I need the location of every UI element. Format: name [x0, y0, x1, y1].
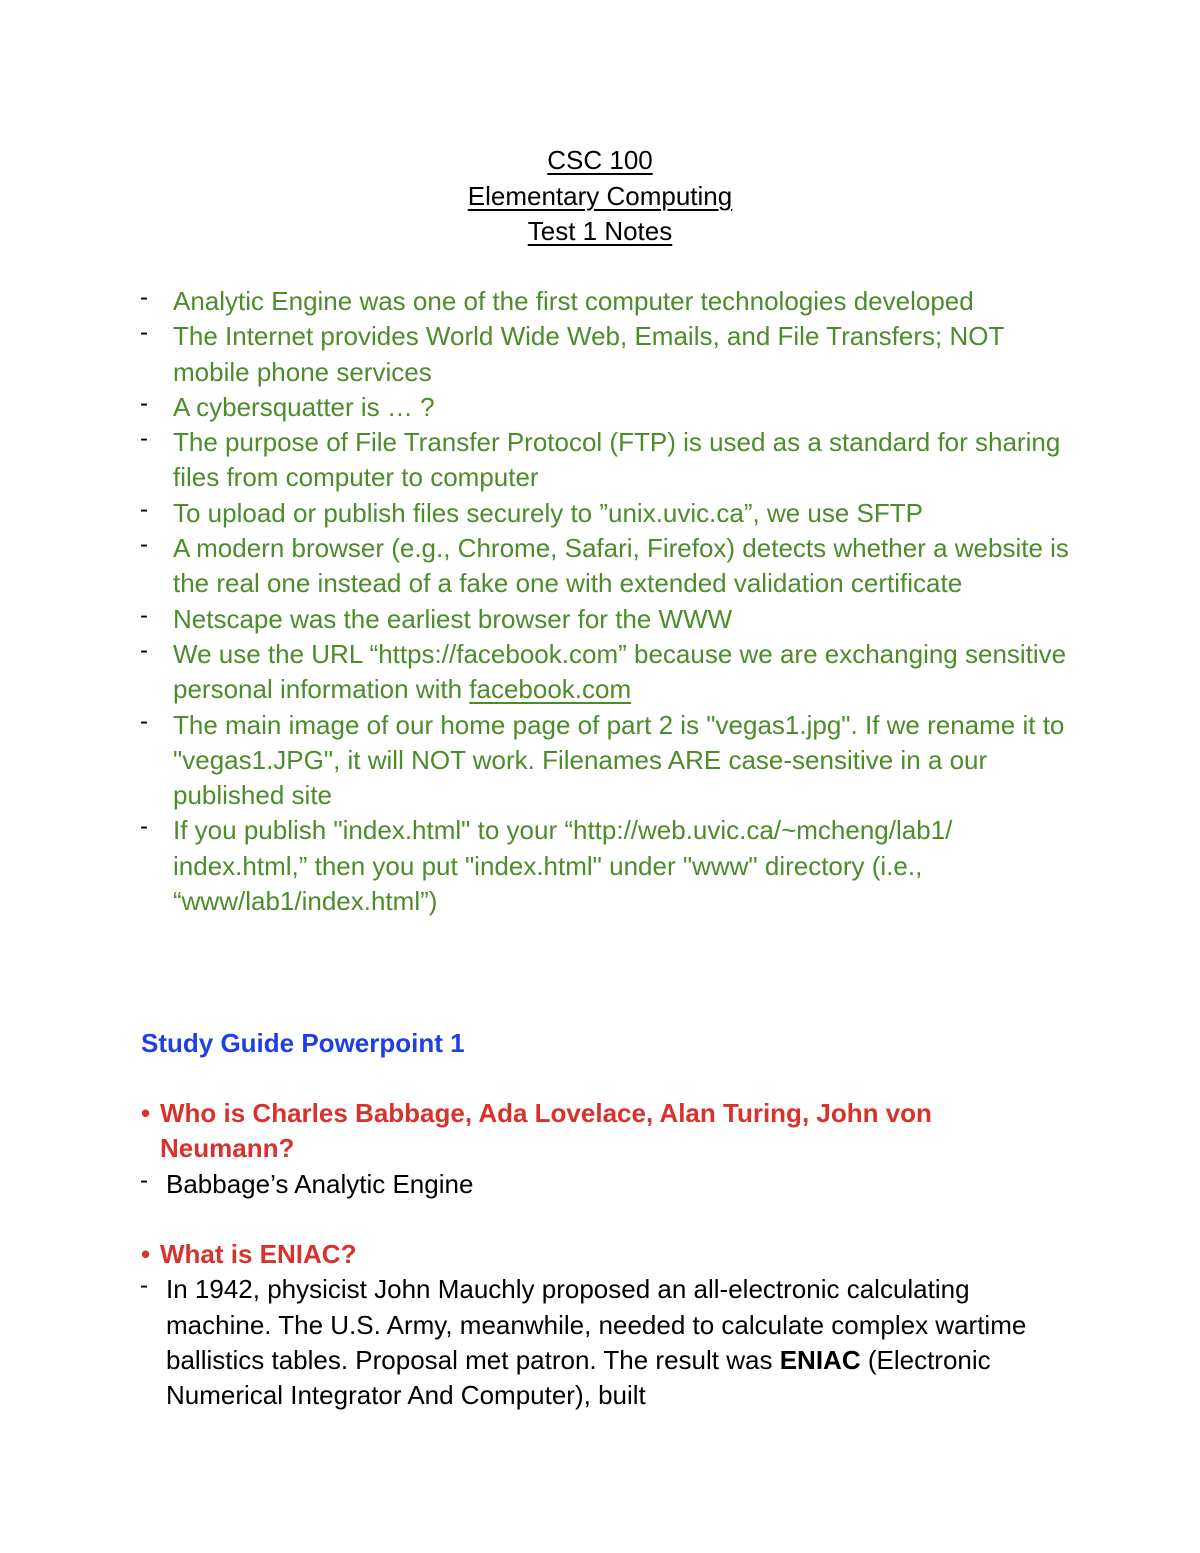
dash-bullet: - [140, 531, 148, 559]
answer-text-part: In 1942, physicist John Mauchly proposed an all-electronic calculating machine. The U.S. Army, meanwhile, needed to calculate complex wartime ballistics tables. Proposal met patron. The result was [166, 1274, 1027, 1375]
note-item [0, 496, 1200, 531]
question [0, 1237, 1200, 1272]
dash-bullet: - [140, 601, 148, 629]
note-url-text: We use the URL “https://facebook.com” because we are exchanging sensitive personal information with [173, 638, 1067, 705]
note-item [0, 708, 1200, 814]
dash-bullet: - [140, 495, 148, 523]
dash-bullet: - [140, 425, 148, 453]
note-item [0, 390, 1200, 425]
note-text: The Internet provides World Wide Web, Emails, and File Transfers; NOT mobile phone services [173, 321, 1004, 387]
eniac-term: ENIAC [779, 1344, 861, 1375]
question [0, 1096, 1200, 1167]
question-text: What is ENIAC? [160, 1239, 357, 1269]
note-item [0, 425, 1200, 496]
note-item [0, 637, 1200, 708]
dash-bullet: - [140, 1272, 148, 1300]
answer-text [166, 1274, 1026, 1410]
dash-bullet: - [140, 284, 148, 311]
note-text [173, 637, 1080, 708]
dash-bullet: - [140, 319, 148, 347]
note-item [0, 602, 1200, 637]
note-text: If you publish "index.html" to your “http://web.uvic.ca/~mcheng/lab1/ index.html,” then you put "index.html" under "www" directory (i.e., “www/lab1/index.html”) [173, 815, 953, 917]
facebook-link[interactable]: facebook.com [469, 674, 632, 705]
bullet-marker: • [141, 1239, 151, 1269]
question-text: Who is Charles Babbage, Ada Lovelace, Alan Turing, John von Neumann? [160, 1098, 932, 1164]
answer [0, 1167, 1200, 1202]
note-text: Netscape was the earliest browser for the WWW [173, 603, 733, 634]
note-item [0, 319, 1200, 390]
note-text: Analytic Engine was one of the first computer technologies developed [173, 286, 974, 316]
dash-bullet: - [140, 707, 148, 735]
dash-bullet: - [140, 813, 148, 841]
note-item [0, 531, 1200, 602]
answer-text-part: (Electronic Numerical Integrator And Computer), built [166, 1344, 991, 1411]
note-text: The purpose of File Transfer Protocol (FTP) is used as a standard for sharing files from computer to computer [173, 427, 1061, 493]
answer [0, 1272, 1200, 1413]
course-name: Elementary Computing [467, 180, 733, 211]
bullet-marker: • [141, 1098, 151, 1128]
note-item [0, 813, 1200, 919]
section-heading: Study Guide Powerpoint 1 [141, 1028, 465, 1058]
note-text: A modern browser (e.g., Chrome, Safari, Firefox) detects whether a website is the real one instead of a fake one with extended validation certificate [173, 533, 1069, 599]
qa-block [0, 1096, 1200, 1202]
notes-title: Test 1 Notes [527, 216, 673, 246]
note-text: To upload or publish files securely to ”unix.uvic.ca”, we use SFTP [173, 497, 924, 528]
document-title [0, 143, 1200, 250]
answer-text: Babbage’s Analytic Engine [166, 1168, 474, 1199]
qa-block [0, 1237, 1200, 1413]
note-text: A cybersquatter is … ? [173, 391, 435, 422]
dash-bullet: - [140, 389, 148, 417]
note-text: The main image of our home page of part 2 is "vegas1.jpg". If we rename it to "vegas1.JPG", it will NOT work. Filenames ARE case-sensitive in a our published site [173, 709, 1065, 811]
course-code: CSC 100 [547, 145, 653, 175]
note-item [0, 284, 1200, 319]
dash-bullet: - [140, 636, 148, 664]
dash-bullet: - [140, 1166, 148, 1194]
test-notes-list [0, 284, 1200, 919]
